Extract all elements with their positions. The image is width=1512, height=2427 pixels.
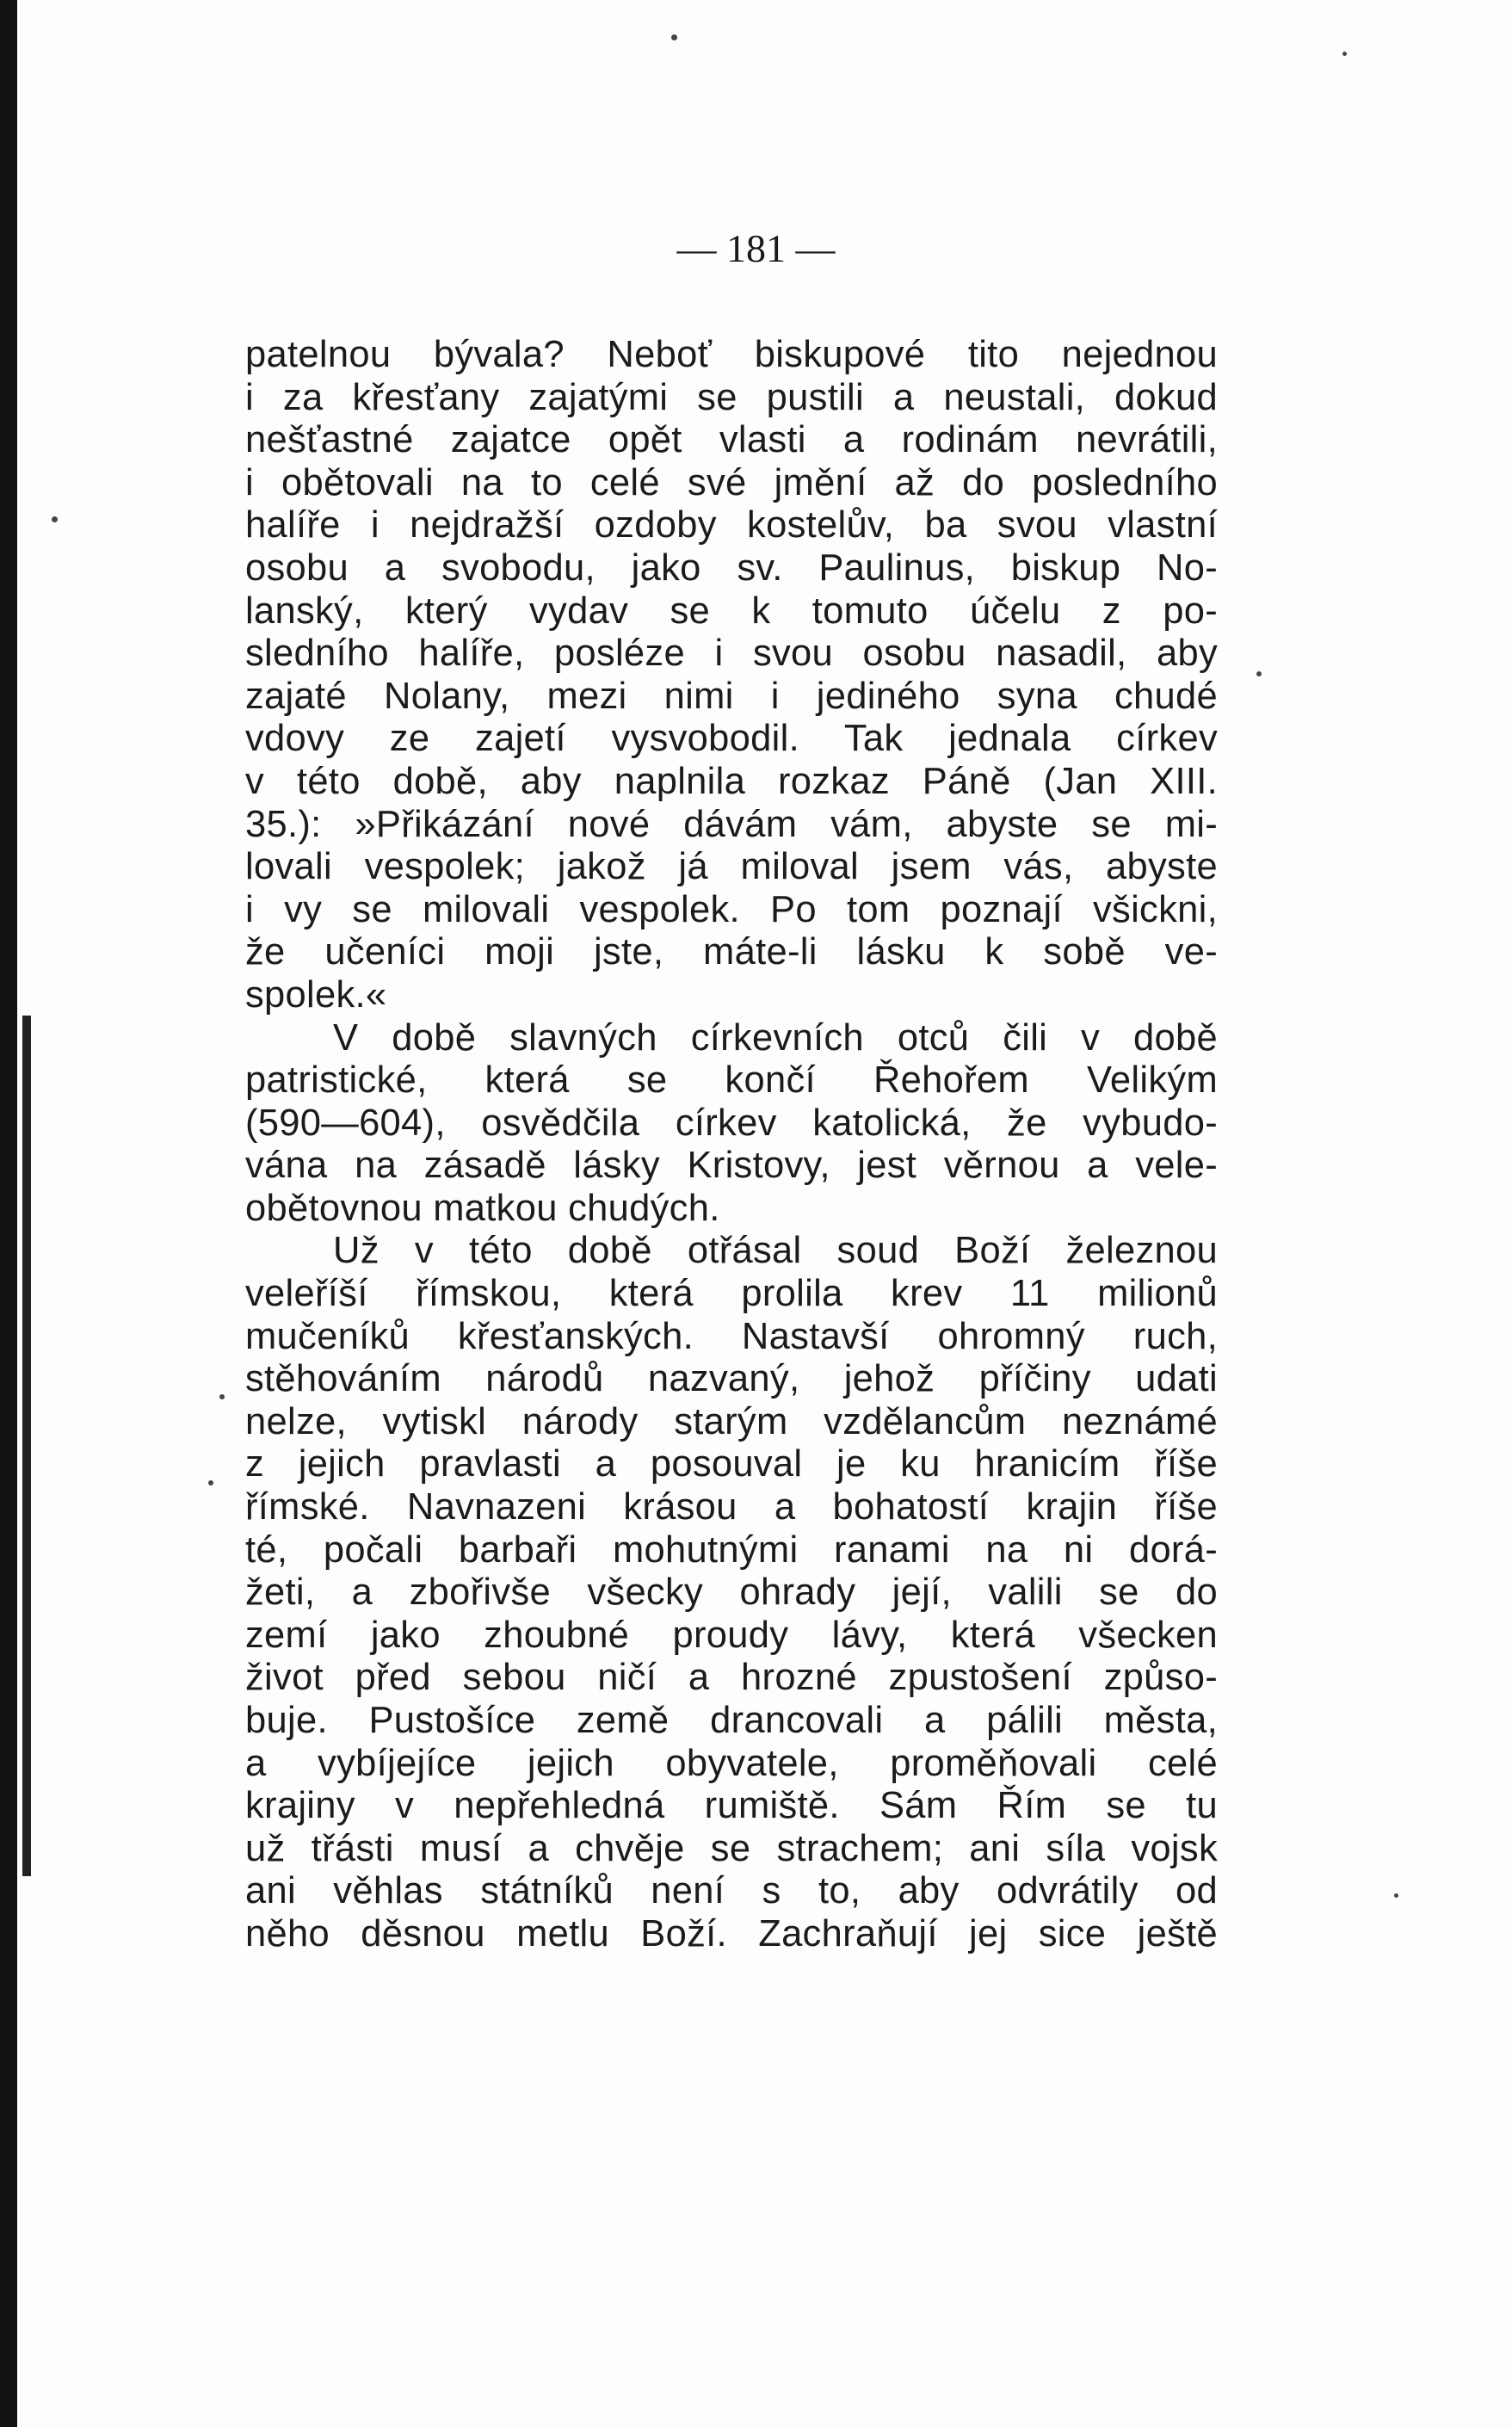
scan-edge-shadow [0,0,17,2427]
text-line: lovali vespolek; jakož já miloval jsem vás, abyste [245,846,1218,888]
dust-speck [219,1394,225,1399]
text-line: lanský, který vydav se k tomuto účelu z po- [245,590,1218,632]
text-line: ani věhlas státníků není s to, aby odvrátily od [245,1870,1218,1912]
text-line: krajiny v nepřehledná rumiště. Sám Řím se tu [245,1785,1218,1827]
dust-speck [671,34,677,40]
dust-speck [1342,52,1347,56]
text-line: žeti, a zbořivše všecky ohrady její, valili se do [245,1572,1218,1614]
text-line: že učeníci moji jste, máte-li lásku k sobě ve- [245,931,1218,973]
text-line: mučeníků křesťanských. Nastavší ohromný ruch, [245,1315,1218,1357]
scan-edge-shadow-inner [22,1016,31,1876]
text-line: obětovnou matkou chudých. [245,1187,720,1229]
page-number: — 181 — [676,226,836,270]
text-line: (590—604), osvědčila církev katolická, že vybudo- [245,1102,1218,1144]
text-line: sledního halíře, posléze i svou osobu nasadil, aby [245,633,1218,675]
text-line: spolek.« [245,973,387,1016]
text-line: osobu a svobodu, jako sv. Paulinus, biskup No- [245,547,1218,589]
text-line: zajaté Nolany, mezi nimi i jediného syna chudé [245,675,1218,717]
text-line: 35.): »Přikázání nové dávám vám, abyste se mi- [245,803,1218,845]
text-line: a vybíjejíce jejich obyvatele, proměňovali celé [245,1742,1218,1784]
text-line: té, počali barbaři mohutnými ranami na ni dorá- [245,1528,1218,1571]
text-line: V době slavných církevních otců čili v době [333,1016,1218,1059]
text-line: i obětovali na to celé své jmění až do posledního [245,461,1218,503]
text-line: patristické, která se končí Řehořem Velikým [245,1059,1218,1102]
text-line: z jejich pravlasti a posouval je ku hranicím říše [245,1443,1218,1485]
text-line: vdovy ze zajetí vysvobodil. Tak jednala církev [245,718,1218,760]
text-line: veleříší římskou, která prolila krev 11 milionů [245,1273,1218,1315]
text-line: nešťastné zajatce opět vlasti a rodinám nevrátili, [245,419,1218,461]
text-line: i za křesťany zajatými se pustili a neustali, dokud [245,376,1218,418]
dust-speck [1394,1893,1398,1898]
body-text [245,334,1218,1956]
text-line: i vy se milovali vespolek. Po tom poznají všickni, [245,888,1218,930]
dust-speck [1256,671,1262,676]
text-line: stěhováním národů nazvaný, jehož příčiny udati [245,1358,1218,1400]
text-line: něho děsnou metlu Boží. Zachraňují jej sice ještě [245,1912,1218,1955]
text-line: patelnou bývala? Neboť biskupové tito nejednou [245,334,1218,375]
text-line: zemí jako zhoubné proudy lávy, která všecken [245,1614,1218,1656]
dust-speck [52,516,58,522]
text-line: vána na zásadě lásky Kristovy, jest věrnou a vele- [245,1145,1218,1187]
dust-speck [208,1480,213,1485]
text-line: římské. Navnazeni krásou a bohatostí krajin říše [245,1486,1218,1528]
text-line: život před sebou ničí a hrozné zpustošení způso- [245,1657,1218,1699]
text-line: nelze, vytiskl národy starým vzdělancům neznámé [245,1400,1218,1442]
text-line: halíře i nejdražší ozdoby kostelův, ba svou vlastní [245,504,1218,547]
text-line: už třásti musí a chvěje se strachem; ani síla vojsk [245,1827,1218,1869]
text-line: Už v této době otřásal soud Boží železnou [333,1230,1218,1272]
text-line: v této době, aby naplnila rozkaz Páně (Jan XIII. [245,760,1218,802]
text-line: buje. Pustošíce země drancovali a pálili města, [245,1700,1218,1741]
